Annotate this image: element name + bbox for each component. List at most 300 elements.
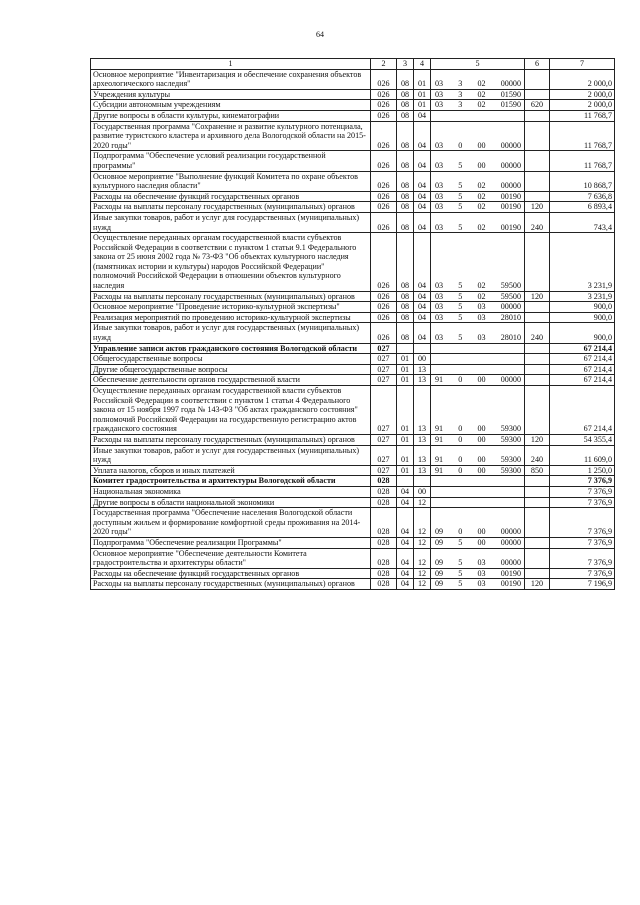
- row-subsection-code: 12: [414, 508, 431, 538]
- table-row: [91, 302, 615, 313]
- target-article-part: 91: [435, 465, 444, 475]
- row-ministry-code: 027: [371, 343, 397, 354]
- row-expense-type: [525, 375, 550, 386]
- row-name: Расходы на выплаты персоналу государственных (муниципальных) органов: [91, 434, 371, 445]
- row-target-article: [431, 354, 525, 365]
- row-target-article: [431, 386, 525, 435]
- row-subsection-code: 01: [414, 89, 431, 100]
- row-amount: 6 893,4: [550, 202, 615, 213]
- target-article-part: 59500: [500, 281, 521, 291]
- table-row: [91, 548, 615, 568]
- target-article-part: 02: [477, 202, 486, 212]
- row-expense-type: [525, 343, 550, 354]
- row-subsection-code: 12: [414, 497, 431, 508]
- row-section-code: 04: [397, 537, 414, 548]
- target-article-part: 00000: [500, 181, 521, 191]
- table-row: [91, 69, 615, 89]
- target-article-part: 28010: [500, 333, 521, 343]
- row-expense-type: 120: [525, 291, 550, 302]
- row-expense-type: [525, 364, 550, 375]
- row-target-article: [431, 548, 525, 568]
- row-target-article: [431, 291, 525, 302]
- header-col-6: 6: [525, 59, 550, 70]
- target-article-part: 00000: [500, 527, 521, 537]
- row-target-article: [431, 323, 525, 343]
- header-col-3: 3: [397, 59, 414, 70]
- table-row: [91, 100, 615, 111]
- table-row: [91, 364, 615, 375]
- row-amount: 743,4: [550, 212, 615, 232]
- row-ministry-code: 026: [371, 323, 397, 343]
- row-section-code: 08: [397, 323, 414, 343]
- row-target-article: [431, 110, 525, 121]
- row-name: Подпрограмма "Обеспечение условий реализации государственной программы": [91, 151, 371, 171]
- row-section-code: [397, 343, 414, 354]
- table-row: [91, 323, 615, 343]
- row-target-article: [431, 212, 525, 232]
- row-expense-type: 850: [525, 465, 550, 476]
- row-ministry-code: 027: [371, 375, 397, 386]
- target-article-part: 00000: [500, 375, 521, 385]
- row-subsection-code: 13: [414, 386, 431, 435]
- row-subsection-code: 13: [414, 364, 431, 375]
- target-article-part: 02: [477, 181, 486, 191]
- row-ministry-code: 026: [371, 121, 397, 151]
- target-article-part: 00: [477, 537, 486, 547]
- row-subsection-code: 12: [414, 568, 431, 579]
- row-section-code: 01: [397, 386, 414, 435]
- target-article-part: 09: [435, 537, 444, 547]
- target-article-part: 03: [477, 333, 486, 343]
- row-expense-type: [525, 508, 550, 538]
- header-col-5: 5: [431, 59, 525, 70]
- target-article-part: 59300: [500, 465, 521, 475]
- table-row: [91, 291, 615, 302]
- target-article-part: 03: [435, 202, 444, 212]
- target-article-part: 59500: [500, 291, 521, 301]
- target-article-part: 5: [458, 579, 463, 589]
- row-subsection-code: 13: [414, 434, 431, 445]
- target-article-part: 0: [458, 140, 463, 150]
- row-target-article: [431, 151, 525, 171]
- row-target-article: [431, 537, 525, 548]
- row-ministry-code: 028: [371, 508, 397, 538]
- row-section-code: 01: [397, 445, 414, 465]
- table-row: [91, 89, 615, 100]
- target-article-part: 03: [435, 191, 444, 201]
- row-expense-type: [525, 171, 550, 191]
- row-amount: 11 768,7: [550, 151, 615, 171]
- row-target-article: [431, 445, 525, 465]
- table-row: [91, 375, 615, 386]
- row-expense-type: [525, 151, 550, 171]
- row-name: Другие вопросы в области культуры, кинематографии: [91, 110, 371, 121]
- table-row: [91, 312, 615, 323]
- row-ministry-code: 028: [371, 568, 397, 579]
- row-target-article: [431, 202, 525, 213]
- target-article-part: 01590: [500, 89, 521, 99]
- row-amount: 7 376,9: [550, 548, 615, 568]
- row-section-code: 04: [397, 568, 414, 579]
- target-article-part: 0: [458, 455, 463, 465]
- row-ministry-code: 026: [371, 151, 397, 171]
- row-subsection-code: 04: [414, 151, 431, 171]
- row-target-article: [431, 302, 525, 313]
- row-amount: 7 376,9: [550, 476, 615, 487]
- row-amount: 11 609,0: [550, 445, 615, 465]
- row-amount: 2 000,0: [550, 89, 615, 100]
- target-article-part: 00000: [500, 160, 521, 170]
- row-expense-type: 120: [525, 434, 550, 445]
- target-article-part: 00190: [500, 568, 521, 578]
- target-article-part: 02: [477, 100, 486, 110]
- row-name: Другие общегосударственные вопросы: [91, 364, 371, 375]
- row-ministry-code: 027: [371, 434, 397, 445]
- row-name: Расходы на выплаты персоналу государственных (муниципальных) органов: [91, 291, 371, 302]
- target-article-part: 5: [458, 333, 463, 343]
- row-amount: 900,0: [550, 323, 615, 343]
- row-name: Государственная программа "Обеспечение населения Вологодской области доступным жильем и формирование комфортной среды проживания на 2014-2020 годы": [91, 508, 371, 538]
- row-subsection-code: 12: [414, 548, 431, 568]
- target-article-part: 00: [477, 465, 486, 475]
- target-article-part: 03: [435, 89, 444, 99]
- table-row: [91, 212, 615, 232]
- target-article-part: 09: [435, 558, 444, 568]
- target-article-part: 02: [477, 291, 486, 301]
- row-section-code: 01: [397, 465, 414, 476]
- row-target-article: [431, 497, 525, 508]
- target-article-part: 00: [477, 140, 486, 150]
- row-section-code: 01: [397, 364, 414, 375]
- row-name: Расходы на выплаты персоналу государственных (муниципальных) органов: [91, 202, 371, 213]
- row-section-code: 08: [397, 121, 414, 151]
- row-amount: 3 231,9: [550, 291, 615, 302]
- row-amount: 67 214,4: [550, 354, 615, 365]
- row-section-code: 08: [397, 302, 414, 313]
- row-amount: 54 355,4: [550, 434, 615, 445]
- header-col-7: 7: [550, 59, 615, 70]
- target-article-part: 3: [458, 89, 463, 99]
- table-row: [91, 434, 615, 445]
- table-row: [91, 202, 615, 213]
- table-row: [91, 171, 615, 191]
- row-expense-type: 240: [525, 323, 550, 343]
- row-amount: 67 214,4: [550, 343, 615, 354]
- target-article-part: 5: [458, 160, 463, 170]
- table-row: [91, 537, 615, 548]
- row-name: Расходы на обеспечение функций государственных органов: [91, 191, 371, 202]
- target-article-part: 03: [435, 281, 444, 291]
- row-section-code: 04: [397, 497, 414, 508]
- row-expense-type: [525, 548, 550, 568]
- row-target-article: [431, 100, 525, 111]
- row-ministry-code: 026: [371, 171, 397, 191]
- row-expense-type: [525, 568, 550, 579]
- target-article-part: 09: [435, 568, 444, 578]
- target-article-part: 5: [458, 312, 463, 322]
- row-target-article: [431, 191, 525, 202]
- row-name: Комитет градостроительства и архитектуры Вологодской области: [91, 476, 371, 487]
- target-article-part: 5: [458, 181, 463, 191]
- row-subsection-code: 04: [414, 110, 431, 121]
- row-amount: 67 214,4: [550, 386, 615, 435]
- target-article-part: 00: [477, 424, 486, 434]
- row-target-article: [431, 171, 525, 191]
- row-ministry-code: 028: [371, 579, 397, 590]
- row-target-article: [431, 486, 525, 497]
- target-article-part: 0: [458, 527, 463, 537]
- target-article-part: 00: [477, 527, 486, 537]
- table-row: [91, 445, 615, 465]
- row-subsection-code: 00: [414, 486, 431, 497]
- row-ministry-code: 028: [371, 537, 397, 548]
- row-name: Другие вопросы в области национальной экономики: [91, 497, 371, 508]
- table-row: [91, 497, 615, 508]
- table-row: [91, 233, 615, 292]
- target-article-part: 03: [435, 140, 444, 150]
- target-article-part: 00000: [500, 79, 521, 89]
- row-ministry-code: 026: [371, 69, 397, 89]
- target-article-part: 03: [435, 100, 444, 110]
- row-ministry-code: 027: [371, 465, 397, 476]
- target-article-part: 03: [435, 160, 444, 170]
- row-subsection-code: 04: [414, 212, 431, 232]
- row-subsection-code: 04: [414, 312, 431, 323]
- row-amount: 10 868,7: [550, 171, 615, 191]
- row-subsection-code: 01: [414, 69, 431, 89]
- row-target-article: [431, 476, 525, 487]
- target-article-part: 01590: [500, 100, 521, 110]
- row-expense-type: [525, 537, 550, 548]
- target-article-part: 00: [477, 434, 486, 444]
- row-expense-type: [525, 110, 550, 121]
- row-expense-type: [525, 476, 550, 487]
- target-article-part: 91: [435, 375, 444, 385]
- row-amount: 7 196,9: [550, 579, 615, 590]
- row-section-code: 08: [397, 212, 414, 232]
- row-section-code: 04: [397, 508, 414, 538]
- row-section-code: 04: [397, 486, 414, 497]
- target-article-part: 03: [477, 302, 486, 312]
- target-article-part: 5: [458, 222, 463, 232]
- row-subsection-code: 13: [414, 445, 431, 465]
- row-subsection-code: 04: [414, 323, 431, 343]
- target-article-part: 00190: [500, 191, 521, 201]
- row-amount: 11 768,7: [550, 110, 615, 121]
- target-article-part: 00: [477, 160, 486, 170]
- row-amount: 7 636,8: [550, 191, 615, 202]
- row-target-article: [431, 89, 525, 100]
- row-amount: 67 214,4: [550, 364, 615, 375]
- table-row: [91, 191, 615, 202]
- row-target-article: [431, 579, 525, 590]
- row-ministry-code: 028: [371, 497, 397, 508]
- row-section-code: 08: [397, 233, 414, 292]
- target-article-part: 03: [435, 302, 444, 312]
- header-col-1: 1: [91, 59, 371, 70]
- row-section-code: [397, 476, 414, 487]
- row-expense-type: [525, 302, 550, 313]
- row-expense-type: 240: [525, 212, 550, 232]
- row-subsection-code: 00: [414, 354, 431, 365]
- row-amount: 7 376,9: [550, 568, 615, 579]
- page-number: 64: [316, 30, 324, 39]
- row-amount: 7 376,9: [550, 497, 615, 508]
- row-target-article: [431, 364, 525, 375]
- row-subsection-code: 13: [414, 465, 431, 476]
- target-article-part: 02: [477, 191, 486, 201]
- row-section-code: 01: [397, 354, 414, 365]
- table-row: [91, 110, 615, 121]
- row-section-code: 08: [397, 69, 414, 89]
- target-article-part: 28010: [500, 312, 521, 322]
- target-article-part: 0: [458, 424, 463, 434]
- row-ministry-code: 027: [371, 354, 397, 365]
- row-target-article: [431, 508, 525, 538]
- row-name: Основное мероприятие "Обеспечение деятельности Комитета градостроительства и архитектуры области": [91, 548, 371, 568]
- row-expense-type: 120: [525, 202, 550, 213]
- row-amount: 7 376,9: [550, 537, 615, 548]
- target-article-part: 5: [458, 281, 463, 291]
- row-ministry-code: 026: [371, 212, 397, 232]
- row-section-code: 08: [397, 171, 414, 191]
- header-col-2: 2: [371, 59, 397, 70]
- target-article-part: 0: [458, 465, 463, 475]
- row-amount: 3 231,9: [550, 233, 615, 292]
- row-subsection-code: 04: [414, 191, 431, 202]
- target-article-part: 03: [435, 79, 444, 89]
- row-name: Осуществление переданных органам государственной власти субъектов Российской Федерации в соответствии с пунктом 1 статьи 4 Федерального закона от 15 ноября 1997 года № 143-ФЗ "Об актах гражданского состояния" полномочий Российской Федерации на государственную регистрацию актов гражданского состояния: [91, 386, 371, 435]
- target-article-part: 00190: [500, 202, 521, 212]
- row-subsection-code: 12: [414, 537, 431, 548]
- target-article-part: 5: [458, 568, 463, 578]
- row-section-code: 04: [397, 579, 414, 590]
- row-ministry-code: 027: [371, 386, 397, 435]
- row-subsection-code: 04: [414, 171, 431, 191]
- row-ministry-code: 026: [371, 110, 397, 121]
- row-section-code: 01: [397, 434, 414, 445]
- row-ministry-code: 026: [371, 291, 397, 302]
- table-row: [91, 354, 615, 365]
- table-row: [91, 121, 615, 151]
- target-article-part: 5: [458, 558, 463, 568]
- row-target-article: [431, 343, 525, 354]
- row-ministry-code: 028: [371, 476, 397, 487]
- row-expense-type: [525, 497, 550, 508]
- table-row: [91, 568, 615, 579]
- target-article-part: 91: [435, 434, 444, 444]
- row-section-code: 08: [397, 89, 414, 100]
- target-article-part: 91: [435, 455, 444, 465]
- row-amount: 1 250,0: [550, 465, 615, 476]
- target-article-part: 59300: [500, 424, 521, 434]
- row-name: Обеспечение деятельности органов государственной власти: [91, 375, 371, 386]
- row-name: Расходы на выплаты персоналу государственных (муниципальных) органов: [91, 579, 371, 590]
- row-target-article: [431, 434, 525, 445]
- target-article-part: 5: [458, 191, 463, 201]
- target-article-part: 03: [477, 558, 486, 568]
- row-section-code: 01: [397, 375, 414, 386]
- target-article-part: 00000: [500, 537, 521, 547]
- table-row: [91, 343, 615, 354]
- row-name: Уплата налогов, сборов и иных платежей: [91, 465, 371, 476]
- row-subsection-code: 01: [414, 100, 431, 111]
- header-row: [91, 59, 615, 70]
- row-subsection-code: 12: [414, 579, 431, 590]
- target-article-part: 5: [458, 537, 463, 547]
- row-expense-type: 120: [525, 579, 550, 590]
- row-expense-type: [525, 121, 550, 151]
- target-article-part: 03: [435, 222, 444, 232]
- row-subsection-code: 04: [414, 233, 431, 292]
- row-target-article: [431, 375, 525, 386]
- table-row: [91, 508, 615, 538]
- row-name: Иные закупки товаров, работ и услуг для государственных (муниципальных) нужд: [91, 323, 371, 343]
- row-expense-type: [525, 312, 550, 323]
- row-ministry-code: 026: [371, 191, 397, 202]
- target-article-part: 00: [477, 375, 486, 385]
- row-expense-type: [525, 89, 550, 100]
- row-target-article: [431, 312, 525, 323]
- target-article-part: 03: [477, 312, 486, 322]
- target-article-part: 03: [435, 333, 444, 343]
- row-amount: 2 000,0: [550, 69, 615, 89]
- target-article-part: 09: [435, 527, 444, 537]
- table-row: [91, 386, 615, 435]
- row-name: Основное мероприятие "Проведение историко-культурной экспертизы": [91, 302, 371, 313]
- target-article-part: 00000: [500, 140, 521, 150]
- target-article-part: 59300: [500, 455, 521, 465]
- row-expense-type: [525, 233, 550, 292]
- row-target-article: [431, 568, 525, 579]
- row-target-article: [431, 465, 525, 476]
- row-expense-type: [525, 386, 550, 435]
- row-expense-type: [525, 354, 550, 365]
- target-article-part: 5: [458, 291, 463, 301]
- row-subsection-code: 13: [414, 375, 431, 386]
- target-article-part: 5: [458, 302, 463, 312]
- row-name: Подпрограмма "Обеспечение реализации Программы": [91, 537, 371, 548]
- row-amount: 11 768,7: [550, 121, 615, 151]
- row-name: Иные закупки товаров, работ и услуг для государственных (муниципальных) нужд: [91, 212, 371, 232]
- target-article-part: 00000: [500, 558, 521, 568]
- row-ministry-code: 026: [371, 89, 397, 100]
- row-ministry-code: 028: [371, 486, 397, 497]
- row-name: Национальная экономика: [91, 486, 371, 497]
- row-amount: 67 214,4: [550, 375, 615, 386]
- row-ministry-code: 027: [371, 445, 397, 465]
- row-ministry-code: 026: [371, 312, 397, 323]
- target-article-part: 59300: [500, 434, 521, 444]
- table-row: [91, 465, 615, 476]
- target-article-part: 5: [458, 202, 463, 212]
- row-name: Общегосударственные вопросы: [91, 354, 371, 365]
- row-name: Субсидии автономным учреждениям: [91, 100, 371, 111]
- table-row: [91, 579, 615, 590]
- row-name: Расходы на обеспечение функций государственных органов: [91, 568, 371, 579]
- row-subsection-code: 04: [414, 302, 431, 313]
- target-article-part: 03: [435, 291, 444, 301]
- target-article-part: 03: [477, 579, 486, 589]
- row-name: Управление записи актов гражданского состояния Вологодской области: [91, 343, 371, 354]
- target-article-part: 02: [477, 281, 486, 291]
- row-expense-type: 620: [525, 100, 550, 111]
- target-article-part: 00: [477, 455, 486, 465]
- row-name: Основное мероприятие "Инвентаризация и обеспечение сохранения объектов археологического наследия": [91, 69, 371, 89]
- target-article-part: 00190: [500, 222, 521, 232]
- target-article-part: 09: [435, 579, 444, 589]
- row-name: Осуществление переданных органам государственной власти субъектов Российской Федерации в соответствии с пунктом 1 статьи 9.1 Федерального закона от 25 июня 2002 года № 73-ФЗ "Об объектах культурного наследия (памятниках истории и культуры) народов Российской Федерации" полномочий Российской Федерации в отношении объектов культурного наследия: [91, 233, 371, 292]
